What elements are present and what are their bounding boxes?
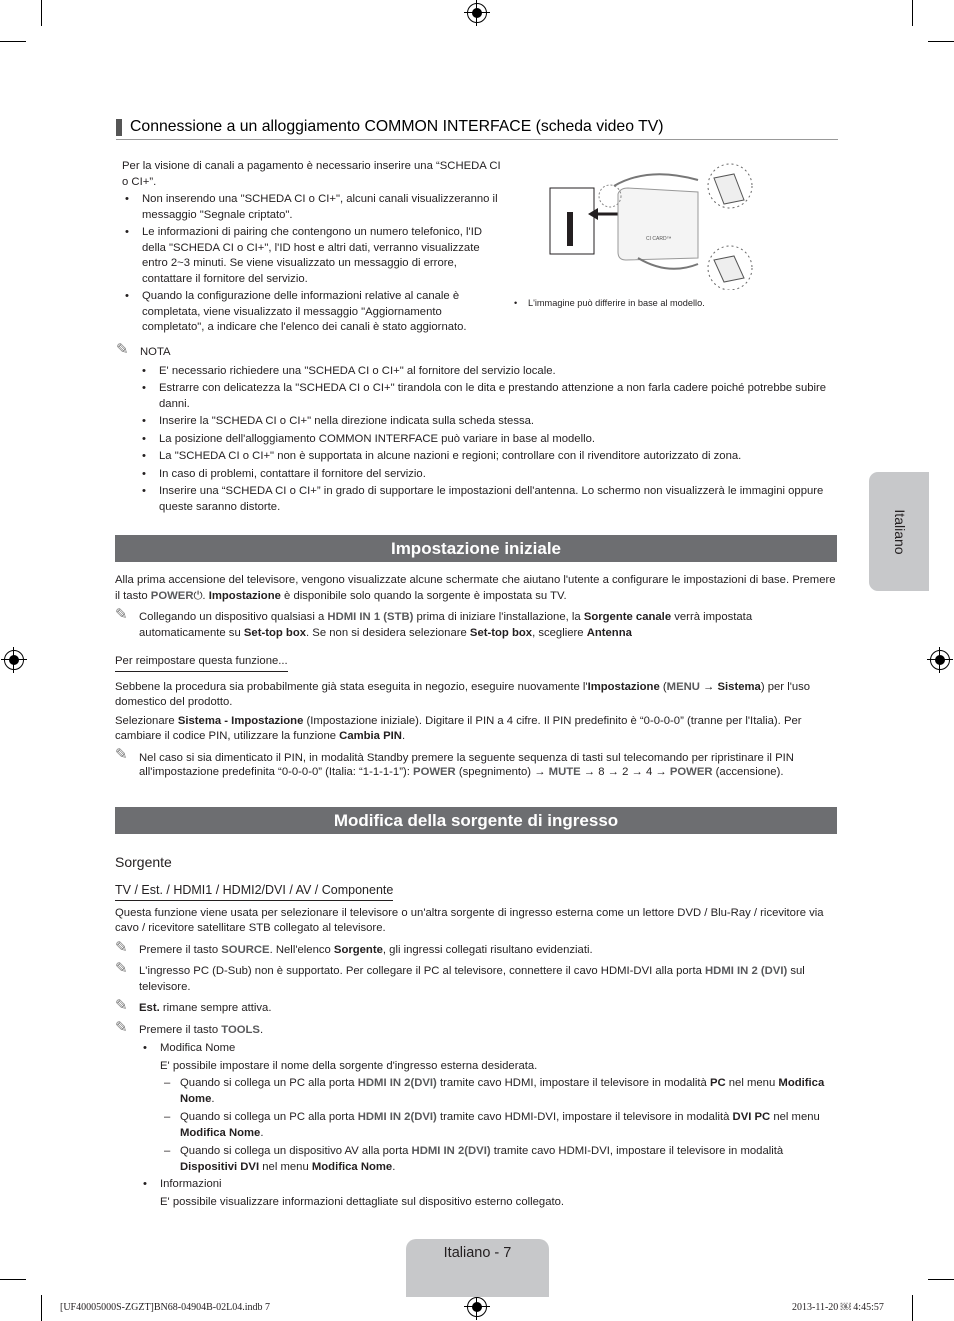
section-heading-impostazione: Impostazione iniziale xyxy=(115,535,837,562)
list-item: • Modifica Nome E' possibile impostare il nome della sorgente d'ingresso esterna desiderata. – Quando si collega un PC alla porta HDMI IN 2(DVI) tramite cavo HDMI, impostare il televisore in modalità PC nel menu Modifica Nome. – Quando si collega un PC alla porta HDMI IN 2(DVI) tramite cavo HDMI-DVI, impostare il televisore in modalità DVI PC nel menu Modifica Nome. – Quando si collega un dispositivo AV alla porta HDMI IN 2(DVI) tramite cavo HDMI-DVI, impostare il televisore in modalità Dispositivi DVI nel menu Modifica Nome. xyxy=(140,1041,837,1175)
card-label: CI CARD™ xyxy=(646,236,672,242)
note-heading xyxy=(116,341,836,361)
paragraph: Sebbene la procedura sia probabilmente già stata eseguita in negozio, eseguire nuovamente l'Impostazione (MENU → Sistema) per l'uso domestico del prodotto. xyxy=(115,680,811,708)
paragraph: Selezionare Sistema - Impostazione (Impostazione iniziale). Digitare il PIN a 4 cifre. Il PIN predefinito è “0-0-0-0” (tranne per l'Italia). Per cambiare il codice PIN, utilizzare la funzione Cambia PIN. xyxy=(115,714,802,742)
pencil-icon: ✎ xyxy=(115,1018,128,1036)
page-number: Italiano - 7 xyxy=(443,1245,512,1261)
crop-mark xyxy=(928,1279,954,1280)
note: ✎ Nel caso si sia dimenticato il PIN, in modalità Standby premere la seguente sequenza di tasti sul telecomando per ripristinare il PIN all'impostazione predefinita “0-0-0-0” (Italia: “1-1-1-1”): POWER (spegnimento) → MUTE → 8 → 2 → 4 → POWER (accensione). xyxy=(115,745,794,778)
language-tab xyxy=(869,472,929,591)
note: ✎ Est. rimane sempre attiva. xyxy=(115,997,272,1014)
pencil-icon: ✎ xyxy=(115,997,128,1014)
list-item: • Inserire una “SCHEDA CI o CI+” in grado di supportare le impostazioni dell'antenna. Lo schermo non visualizzerà le immagini oppure queste saranno distorte. xyxy=(139,484,836,515)
pencil-icon: ✎ xyxy=(116,341,129,358)
list-item: • Inserire la "SCHEDA CI o CI+" nella direzione indicata sulla scheda stessa. xyxy=(139,414,836,430)
list-item: • In caso di problemi, contattare il fornitore del servizio. xyxy=(139,467,836,483)
power-key: POWER xyxy=(150,589,194,602)
crop-mark xyxy=(41,1295,42,1321)
language-tab-label: Italiano xyxy=(891,508,908,555)
note: ✎ Premere il tasto SOURCE. Nell'elenco Sorgente, gli ingressi collegati risultano evidenziati. xyxy=(115,938,593,956)
note-list xyxy=(139,364,836,516)
subheading: Per reimpostare questa funzione... xyxy=(115,654,837,672)
intro-text: Per la visione di canali a pagamento è necessario inserire una “SCHEDA CI o CI+”. xyxy=(122,160,501,188)
crop-mark xyxy=(0,1279,26,1280)
subtitle: Sorgente xyxy=(115,854,172,870)
section1-text xyxy=(122,159,506,338)
heading-bar xyxy=(116,119,122,136)
crop-mark xyxy=(0,41,26,42)
registration-mark-icon xyxy=(930,650,950,670)
list-item: • La "SCHEDA CI o CI+" non è supportata in alcune nazioni e regioni; controllare con il rivenditore autorizzato di zona. xyxy=(139,449,836,465)
list-item: • Informazioni E' possibile visualizzare informazioni dettagliate sul dispositivo esterno collegato. xyxy=(140,1177,837,1210)
ci-card-illustration xyxy=(548,160,758,290)
list-item: • E' necessario richiedere una "SCHEDA CI o CI+" al fornitore del servizio locale. xyxy=(139,364,836,380)
section-heading-sorgente: Modifica della sorgente di ingresso xyxy=(115,807,837,834)
list-item: • La posizione dell'alloggiamento COMMON INTERFACE può variare in base al modello. xyxy=(139,432,836,448)
dash-item: – Quando si collega un PC alla porta HDMI IN 2(DVI) tramite cavo HDMI, impostare il televisore in modalità PC nel menu Modifica Nome. xyxy=(160,1076,837,1107)
image-caption-text: L'immagine può differire in base al modello. xyxy=(528,298,705,308)
dash-item: – Quando si collega un dispositivo AV alla porta HDMI IN 2(DVI) tramite cavo HDMI-DVI, impostare il televisore in modalità Dispositivi DVI nel menu Modifica Nome. xyxy=(160,1144,837,1175)
crop-mark xyxy=(928,41,954,42)
page-number-box xyxy=(406,1239,549,1297)
tools-list xyxy=(140,1041,837,1210)
paragraph: Questa funzione viene usata per selezionare il televisore o un'altra sorgente di ingresso esterna come un lettore DVD / Blu-Ray / ricevitore via cavo / ricevitore satellitare STB collegato al televisore. xyxy=(115,906,824,934)
list-item: • Estrarre con delicatezza la "SCHEDA CI o CI+" tirandola con le dita e prestando attenzione a non farla cadere poiché potrebbe subire danni. xyxy=(139,381,836,412)
registration-mark-icon xyxy=(467,1297,487,1317)
note: ✎ L'ingresso PC (D-Sub) non è supportato. Per collegare il PC al televisore, connettere il cavo HDMI-DVI alla porta HDMI IN 2 (DVI) sul televisore. xyxy=(115,960,805,993)
section-title: Connessione a un alloggiamento COMMON INTERFACE (scheda video TV) xyxy=(130,118,664,135)
crop-mark xyxy=(41,0,42,26)
section2-body xyxy=(115,573,837,779)
ci-card-diagram-icon xyxy=(548,160,758,290)
pencil-icon: ✎ xyxy=(115,606,128,623)
section-heading-common-interface xyxy=(116,117,838,140)
pencil-icon: ✎ xyxy=(115,745,128,763)
note-label: NOTA xyxy=(140,346,171,358)
crop-mark xyxy=(912,1295,913,1321)
power-icon: ⏻ xyxy=(193,589,203,602)
note: ✎ Premere il tasto TOOLS. xyxy=(115,1018,264,1036)
pencil-icon: ✎ xyxy=(115,960,128,977)
registration-mark-icon xyxy=(4,650,24,670)
note-block xyxy=(116,341,836,517)
pencil-icon: ✎ xyxy=(115,938,128,956)
subheading: TV / Est. / HDMI1 / HDMI2/DVI / AV / Componente xyxy=(115,883,837,901)
crop-mark xyxy=(912,0,913,26)
list-item: • Le informazioni di pairing che contengono un numero telefonico, l'ID della "SCHEDA CI o CI+", l'ID host e altri dati, verranno visualizzate entro 2~3 minuti. Se viene visualizzato un messaggio di errore, contattare il fornitore del servizio. xyxy=(122,225,506,287)
list-item: • Quando la configurazione delle informazioni relative al canale è completata, viene visualizzato il messaggio "Aggiornamento completato", a indicare che l'elenco dei canali è stato aggiornato. xyxy=(122,289,506,336)
note: ✎ Collegando un dispositivo qualsiasi a HDMI IN 1 (STB) prima di iniziare l'installazione, la Sorgente canale verrà impostata automaticamente su Set-top box. Se non si desidera selezionare Set-top box, scegliere Antenna xyxy=(115,606,753,639)
footer-timestamp: 2013-11-20 ￼ 4:45:57 xyxy=(792,1302,884,1313)
registration-mark-icon xyxy=(467,3,487,23)
list-item: • Non inserendo una "SCHEDA CI o CI+", alcuni canali visualizzeranno il messaggio "Segnale criptato". xyxy=(122,192,506,223)
image-caption: • L'immagine può differire in base al modello. xyxy=(514,298,705,308)
dash-item: – Quando si collega un PC alla porta HDMI IN 2(DVI) tramite cavo HDMI-DVI, impostare il televisore in modalità DVI PC nel menu Modifica Nome. xyxy=(160,1110,837,1141)
bullet-list xyxy=(122,192,506,336)
paragraph: Alla prima accensione del televisore, vengono visualizzate alcune schermate che aiutano l'utente a configurare le impostazioni di base. Premere il tasto POWER⏻. Impostazione è disponibile solo quando la sorgente è impostata su TV. xyxy=(115,574,836,602)
footer-filename: [UF40005000S-ZGZT]BN68-04904B-02L04.indb 7 xyxy=(60,1302,270,1313)
section3-body xyxy=(115,853,837,1212)
